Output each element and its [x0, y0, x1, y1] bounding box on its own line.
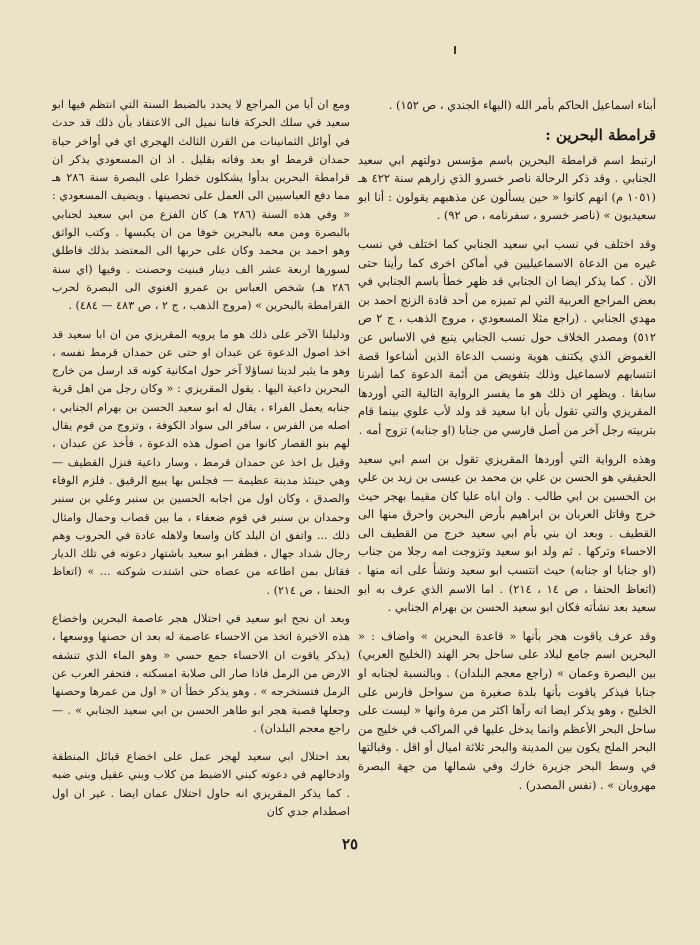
printer-mark	[454, 46, 456, 54]
section-heading: قرامطة البحرين :	[545, 125, 656, 144]
paragraph-intro: أبناء اسماعيل الحاكم بأمر الله (البهاء الجندي ، ص ١٥٢) .	[388, 98, 656, 112]
paragraph: وقد عرف ياقوت هجر بأنها « قاعدة البحرين » واضاف : « البحرين اسم جامع لبلاد على ساحل بحر الهند (الخليج العربي) بين البصرة وعمان » (راجع معجم البلدان) . وبالنسبة لجنابه او جنابا فيذكر ياقوت بأنها بلدة صغيرة من سواحل فارس على الخليج ، وهو يذكر ايضا انه رآها اكثر من مرة وانها « ليست على ساحل البحر الأعظم وانما يدخل عليها في المراكب في خليج من البحر الملح يكون بين المدينة والبحر ثلاثة اميال أو اقل . وقبالتها في وسط البحر جزيرة خارك وفي شمالها من جهة البصرة مهروبان » . (نفس المصدر) .	[358, 628, 656, 792]
paragraph: وقد اختلف في نسب ابي سعيد الجنابي كما اختلف في نسب غيره من الدعاة الاسماعيليين في أماكن اخرى كما رأينا حتى الآن . كما يذكر ايضا ان الجنابي قد ظهر خطأ باسم الجنابي في بعض المراجع العربية التي لم تميزه من أحد قادة الزنج احمد بن مهدي الجنابي . (راجع مثلا المسعودي ، مروج الذهب ، ج ٢ ص ٥١٢) ومصدر الخلاف حول نسب الجنابي ينبع في الاساس عن الغموض الذي يكتنف هوية ونسب الدعاة الذين أشاعوا قصة انتسابهم لاسماعيل وذلك بتفويض من أئمة الدعوة كما أشرنا سابقا . ويظهر ان ذلك هو ما يفسر الرواية التالية التي أوردها المقريزي والتي تقول بأن ابا سعيد قد ولد لأب علوي بينما قام بتربيته رجل آخر من أصل فارسي من جنابا (او جنابه) تزوج أمه .	[358, 236, 656, 437]
paragraph: وهذه الرواية التي أوردها المقريزي تقول بن اسم ابي سعيد الحقيقي هو الحسن بن علي بن محمد بن عيسى بن زيد بن علي بن الحسين بن ابي طالب . وان اباه عليا كان مقيما بهجر حيث خرج وقاتل العربان بن ابراهيم بأرض البحرين واحرق منها الى القطيف . وبعد ان بني بأم ابي سعيد خرج من القطيف الى الاحساء وتركها . ثم ولد ابو سعيد وتزوجت امه رجلا من جناب (او جنابا او جنابه) حيث انتسب ابو سعيد ونشأ على انه منها . (اتعاظ الحنفا ، ص ١٤ ، ٢١٤) . اما الاسم الذي عرف به ابو سعيد بعد نشأته فكان ابو سعيد الحسن بن بهرام الجنابي .	[358, 451, 656, 615]
paragraph: بعد احتلال ابي سعيد لهجر عمل على اخضاع قبائل المنطقة وادخالهم في دعوته كبني الاضبط من كلاب وبني عقيل وبني ضبه . كما يذكر المقريزي انه حاول احتلال عمان ايضا . غير ان اول اصطدام جدي كان	[52, 750, 350, 818]
page-number: ٢٥	[341, 835, 359, 853]
paragraph: وبعد ان نجح ابو سعيد في احتلال هجر عاصمة البحرين واخضاع هذه الاخيرة اتخذ من الاحساء عاصمة له بعد ان حصنها ووسعها ، (يذكر ياقوت ان الاحساء جمع حسي « وهو الماء الذي تنشفه الارض من الرمل فاذا صار الى صلابة امسكته ، فتحفر العرب عن الرمل فتستخرجه » . وهو يذكر خطأ ان « اول من عمرها وحصنها وجعلها قصبة هجر ابو طاهر الحسن بن ابي سعيد الجنابي » . — راجع معجم البلدان) .	[52, 612, 350, 735]
right-column	[358, 96, 656, 804]
paragraph: ومع ان أيا من المراجع لا يحدد بالضبط السنة التي انتظم فيها ابو سعيد في سلك الحركة فاننا نميل الى الاعتقاد بأن ذلك قد حدث في أوائل الثمانينات من القرن الثالث الهجري اي في أواخر حياة حمدان قرمط او بعد وفاته بقليل . اذ ان المسعودي يذكر ان قرامطة البحرين بدأوا يشكلون خطرا على البصرة سنة ٢٨٦ هـ مما دفع العباسيين الى العمل على تحصينها . ويضيف المسعودي : « وفي هذه السنة (٢٨٦ هـ) كان الفزع من ابي سعيد لجنابي بالبصرة ومن معه بالبحرين خوفا من ان يكبسها . وكتب الواثق وهو احمد بن محمد وكان على حربها الى المعتضد بذلك فاطلق لسورها اربعة عشر الف دينار فبنيت وحصنت . وفيها (اي سنة ٢٨٦ هـ) شخص العباس بن عمرو الغنوي الى البصرة لحرب القرامطة بالبحرين » (مروج الذهب ، ج ٢ ، ص ٤٨٣ — ٤٨٤) .	[52, 98, 351, 313]
paragraph: ودليلنا الآخر على ذلك هو ما يرويه المقريزي من ان ابا سعيد قد اخذ اصول الدعوة عن عبدان او حتى عن حمدان قرمط نفسه ، وهو ما يثير لدينا تساؤلا آخر حول امكانية كونه قد ارسل من خارج البحرين داعية اليها . يقول المقريزي : « وكان رجل من اهل قرية جنابه يعمل الفراء ، يقال له ابو سعيد الحسن بن بهرام الجنابي ، اصله من الفرس ، سافر الى سواد الكوفة ، وتزوج من قوم يقال لهم بنو القصار كانوا من اصول هذه الدعوة ، فأخذ عن عبدان ، وقيل بل اخذ عن حمدان قرمط ، وسار داعية فنزل القطيف — وهي حينئذ مدينة عظيمة — فجلس بها يبيع الرقيق . فلزم الوفاء والصدق ، وكان اول من اجابه الحسين بن سنبر وعلي بن سنبر وحمدان بن سنبر في قوم ضعفاء ، ما بين قصاب وحمال وامثال ذلك ... واتفق ان البلد كان واسعا ولاهله عادة في الحروب وهم رجال شداد جهال ، فظفر ابو سعيد باشتهار دعوته في تلك الديار فقاتل بمن اطاعه من عصاه حتى اشتدت شوكته ... » (اتعاظ الحنفا ، ص ٢١٤) .	[52, 327, 350, 597]
paragraph: ارتبط اسم قرامطة البحرين باسم مؤسس دولتهم ابي سعيد الجنابي . وقد ذكر الرحالة ناصر خسرو الذي زارهم سنة ٤٢٢ هـ (١٠٥١ م) انهم كانوا « حين يسألون عن مذهبهم يقولون : أنا ابو سعيديون » (ناصر خسرو ، سفرنامه ، ص ٩٢) .	[358, 152, 657, 223]
left-column	[52, 96, 350, 831]
